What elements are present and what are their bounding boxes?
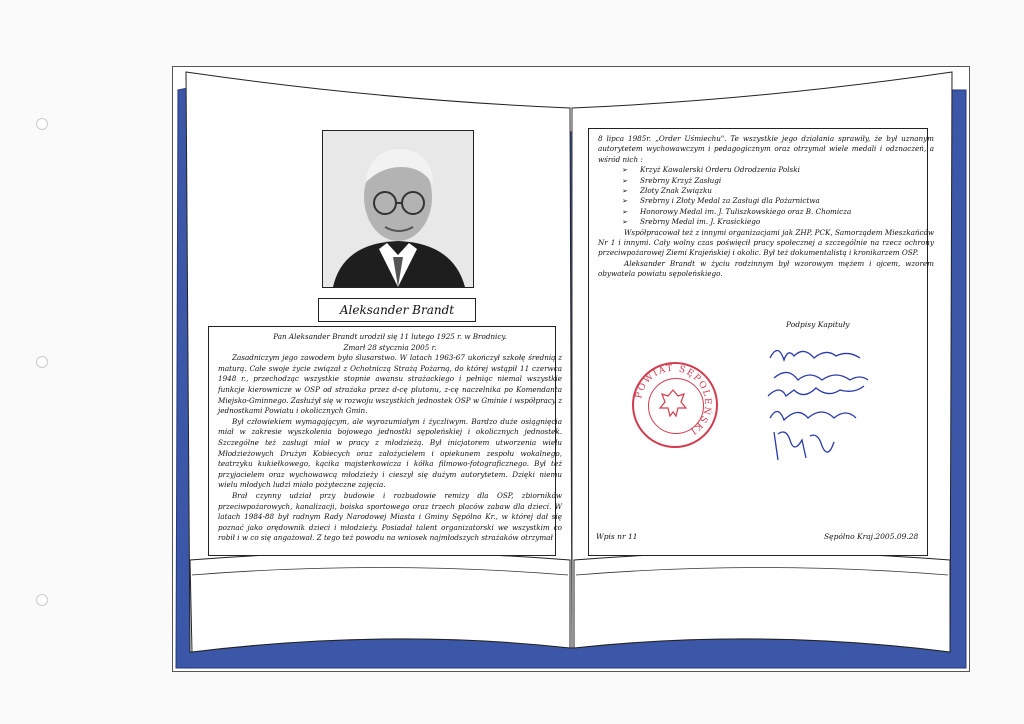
award-item: ➢ Krzyż Kawalerski Orderu Odrodzenia Polski — [640, 165, 934, 175]
signatures-label: Podpisy Kapituły — [786, 320, 850, 329]
bio-line-birth: Pan Aleksander Brandt urodził się 11 lutego 1925 r. w Brodnicy. — [273, 332, 507, 341]
bio-paragraph-3: Brał czynny udział przy budowie i rozbudowie remizy dla OSP, zbiorników przeciwpożarowych, kanalizacji, boiska sportowego oraz trzech placów zabaw dla dzieci. W latach 1984-88 był radnym Rady Narodowej Miasta i Gminy Sępólno Kr., w której dał się poznać jako orędownik dzieci i młodzieży. Posiadał talent organizatorski we wszystkim co robił i w co się angażował. Z tego też powodu na wniosek najmłodszych strażaków otrzymał — [218, 490, 562, 543]
place-and-date: Sępólno Kraj.2005.09.28 — [824, 532, 919, 541]
award-item: ➢ Złoty Znak Związku — [640, 186, 934, 196]
portrait-name-label: Aleksander Brandt — [318, 298, 476, 322]
handwritten-signatures — [764, 336, 874, 476]
eagle-emblem — [660, 390, 686, 416]
right-paragraph-3: Aleksander Brandt w życiu rodzinnym był wzorowym mężem i ojcem, wzorem obywatela powiatu sępoleńskiego. — [598, 258, 934, 279]
stamp-text-ring — [632, 362, 714, 444]
official-stamp — [632, 362, 718, 448]
award-item: ➢ Honorowy Medal im. J. Tuliszkowskiego oraz B. Chomicza — [640, 207, 934, 217]
awards-list — [598, 165, 934, 227]
right-paragraph-2: Współpracował też z innymi organizacjami jak ZHP, PCK, Samorządem Mieszkańców Nr 1 i innymi. Cały wolny czas poświęcił pracy społecznej a szczególnie na rzecz ochrony przeciwpożarowej Ziemi Krajeńskiej i okolic. Był też dokumentalistą i kronikarzem OSP. — [598, 227, 934, 258]
entry-number: Wpis nr 11 — [596, 532, 638, 541]
award-item: ➢ Srebrny Medal im. J. Krasickiego — [640, 217, 934, 227]
bio-paragraph-1: Zasadniczym jego zawodem było ślusarstwo. W latach 1963-67 ukończył szkołę średnią z maturą. Całe swoje życie związał z Ochotniczą Strażą Pożarną, do której wstąpił 11 czerwca 1948 r., przechodząc wszystkie stopnie awansu strażackiego i pełniąc niemal wszystkie funkcje kierownicze w OSP od strażaka przez d-cę plutonu, z-cę naczelnika po Komendanta Miejsko-Gminnego. Zasłużył się w rozwoju wszystkich jednostek OSP w Gminie i współpracy z jednostkami Powiatu i okolicznych Gmin. — [218, 353, 562, 416]
svg-text:POWIAT SĘPOLEŃSKI — [634, 364, 714, 437]
portrait-figure — [323, 131, 473, 287]
right-intro: 8 lipca 1985r. „Order Uśmiechu". Te wszystkie jego działania sprawiły, że był uznanym autorytetem wychowawczym i pedagogicznym oraz otrzymał wiele medali i odznaczeń, a wśród nich : — [598, 134, 934, 164]
stamp-text: POWIAT SĘPOLEŃSKI — [634, 363, 713, 437]
biography-text — [210, 328, 570, 562]
award-item: ➢ Srebrny i Złoty Medal za Zasługi dla Pożarnictwa — [640, 196, 934, 206]
bio-line-death: Zmarł 28 stycznia 2005 r. — [343, 342, 437, 352]
bio-paragraph-2: Był człowiekiem wymagającym, ale wyrozumiałym i życzliwym. Bardzo duże osiągnięcia miał w zakresie wyszkolenia bojowego jednostki sępoleńskiej i okolicznych jednostek. Szczególne też zasługi miał w pracy z młodzieżą. Był inicjatorem utworzenia wielu Młodzieżowych Drużyn Kobiecych oraz założycielem i opiekunem zespołu wokalnego, teatrzyku kukiełkowego, kącika majsterkowicza i kółka filmowo-fotograficznego. Był też przyjacielem oraz wychowawcą młodzieży i cieszył się dużym autorytetem. Dzięki niemu wielu młodych ludzi miało pożyteczne zajęcia. — [218, 416, 562, 490]
award-item: ➢ Srebrny Krzyż Zasługi — [640, 176, 934, 186]
portrait-photo — [322, 130, 474, 288]
